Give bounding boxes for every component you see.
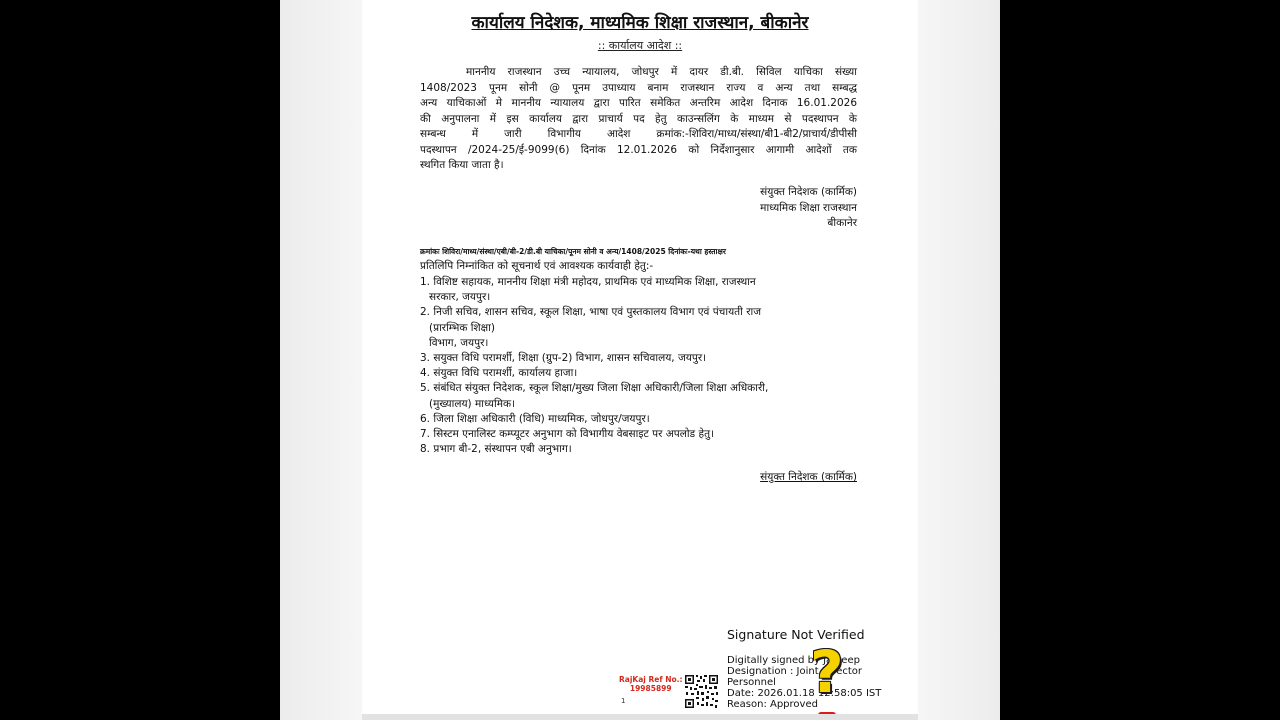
signatory-block bbox=[760, 185, 857, 232]
qr-code-icon bbox=[684, 674, 719, 709]
closing-signatory: संयुक्त निदेशक (कार्मिक) bbox=[760, 471, 857, 483]
signed-by: Digitally signed by Jaideep bbox=[727, 655, 860, 666]
signatory-location: बीकानेर bbox=[827, 217, 857, 229]
copy-recipient-item: 4. संयुक्त विधि परामर्शी, कार्यालय हाजा। bbox=[420, 367, 578, 380]
copy-recipient-item: 3. सयुक्त विधि परामर्शी, शिक्षा (ग्रुप-2) विभाग, शासन सचिवालय, जयपुर। bbox=[420, 352, 707, 365]
signatory-designation: संयुक्त निदेशक (कार्मिक) bbox=[760, 186, 857, 198]
digital-signature-details bbox=[727, 655, 881, 710]
paragraph-line: सम्बन्ध में जारी विभागीय आदेश क्रमांक:-शिविरा/माध्य/संस्था/बी1-बी2/प्राचार्य/डीपीसी bbox=[420, 128, 857, 140]
copy-recipient-item: 1. विशिष्ट सहायक, माननीय शिक्षा मंत्री महोदय, प्राथमिक एवं माध्यमिक शिक्षा, राजस्थान bbox=[420, 276, 756, 288]
paragraph-line: स्थगित किया जाता है। bbox=[420, 159, 504, 171]
signed-date: Date: 2026.01.18 12:58:05 IST bbox=[727, 688, 882, 699]
signing-reason: Reason: Approved bbox=[727, 699, 818, 710]
rajkaj-ref-label: RajKaj Ref No.: bbox=[619, 675, 683, 684]
paragraph-line: पदस्थापन /2024-25/ई-9099(6) दिनांक 12.01.2026 को निर्देशानुसार आगामी आदेशों तक bbox=[420, 143, 857, 156]
designation-continued: Personnel bbox=[727, 677, 776, 688]
signatory-department: माध्यमिक शिक्षा राजस्थान bbox=[760, 201, 857, 214]
rajkaj-ref-number: 19985899 bbox=[629, 684, 672, 693]
order-paragraph bbox=[420, 65, 857, 174]
paragraph-line: 1408/2023 पूनम सोनी @ पूनम उपाध्याय बनाम राजस्थान राज्य व अन्य तथा सम्बद्ध bbox=[420, 81, 857, 94]
page-bottom-edge bbox=[362, 714, 918, 720]
office-order-heading: :: कार्यालय आदेश :: bbox=[597, 39, 683, 52]
left-margin-panel bbox=[280, 0, 362, 720]
page-number: 1 bbox=[621, 697, 626, 705]
paragraph-line: की अनुपालना में इस कार्यालय द्वारा प्राचार्य पद हेतु काउन्सलिंग के माध्यम से पदस्थापन के bbox=[420, 112, 857, 125]
copy-recipient-item: 2. निजी सचिव, शासन सचिव, स्कूल शिक्षा, भाषा एवं पुस्तकालय विभाग एवं पंचायती राज bbox=[420, 306, 762, 319]
question-mark-icon: ? bbox=[810, 638, 844, 706]
office-title: कार्यालय निदेशक, माध्यमिक शिक्षा राजस्थान, बीकानेर bbox=[471, 13, 809, 33]
designation: Designation : Joint Director bbox=[727, 666, 862, 677]
copy-recipient-item: (प्रारम्भिक शिक्षा) bbox=[429, 321, 495, 334]
paragraph-line: अन्य याचिकाओं मे माननीय न्यायालय द्वारा पारित समेकित अन्तरिम आदेश दिनाक 16.01.2026 bbox=[420, 97, 857, 109]
copy-to-heading: प्रतिलिपि निम्नांकित को सूचनार्थ एवं आवश्यक कार्यवाही हेतु:- bbox=[420, 260, 654, 272]
copy-recipient-item: 8. प्रभाग बी-2, संस्थापन एबी अनुभाग। bbox=[420, 443, 572, 456]
right-margin-panel bbox=[918, 0, 1000, 720]
reference-number-line: क्रमांकः शिविरा/माध्य/संस्था/एबी/बी-2/डी.बी याचिका/पूनम सोनी व अन्य/1408/2025 दिनांकः-यथा हस्ताक्षर bbox=[420, 247, 726, 256]
paragraph-line: माननीय राजस्थान उच्च न्यायालय, जोधपुर में दायर डी.बी. सिविल याचिका संख्या bbox=[466, 66, 857, 78]
document-page bbox=[362, 0, 918, 720]
signature-status: Signature Not Verified bbox=[727, 627, 865, 642]
copy-recipient-list bbox=[420, 275, 860, 457]
copy-recipient-item: (मुख्यालय) माध्यमिक। bbox=[429, 397, 516, 410]
copy-recipient-item: 5. संबंधित संयुक्त निदेशक, स्कूल शिक्षा/मुख्य जिला शिक्षा अधिकारी/जिला शिक्षा अधिकारी, bbox=[420, 382, 769, 395]
copy-recipient-item: 7. सिस्टम एनालिस्ट कम्प्यूटर अनुभाग को विभागीय वेबसाइट पर अपलोड हेतु। bbox=[420, 428, 715, 441]
copy-recipient-item: सरकार, जयपुर। bbox=[429, 291, 491, 304]
copy-recipient-item: विभाग, जयपुर। bbox=[429, 336, 489, 349]
copy-recipient-item: 6. जिला शिक्षा अधिकारी (विधि) माध्यमिक, जोधपुर/जयपुर। bbox=[420, 412, 650, 425]
rajkaj-reference bbox=[619, 675, 682, 693]
